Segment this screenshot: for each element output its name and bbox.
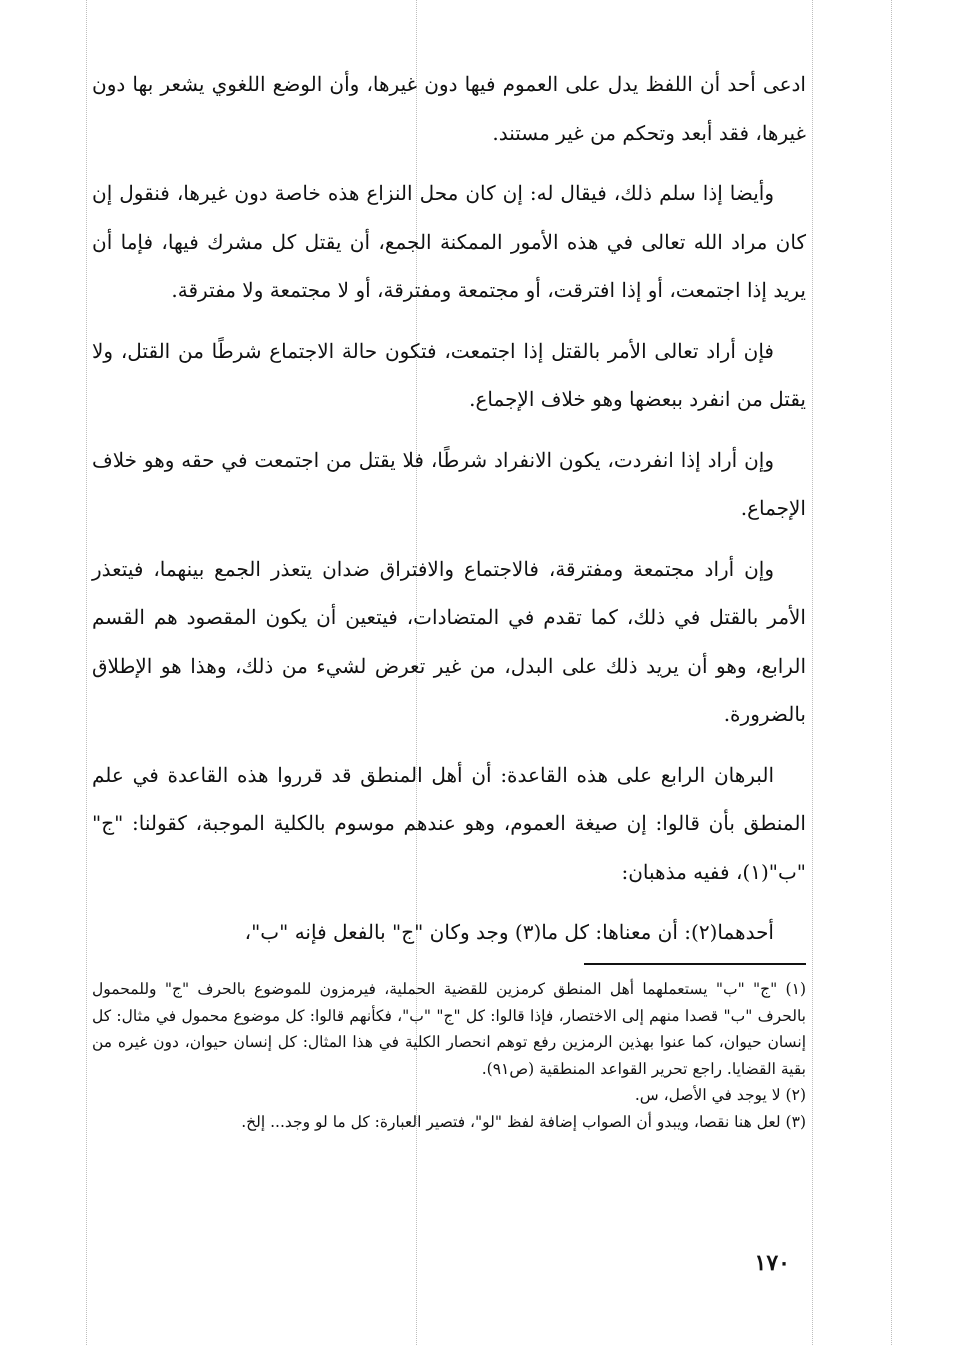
paragraph: وأيضا إذا سلم ذلك، فيقال له: إن كان محل النزاع هذه خاصة دون غيرها، فنقول إن كان مراد الله تعالى في هذه الأمور الممكنة الجمع، أن يقتل كل مشرك فيها، فإما أن يريد إذا اجتمعت، أو إذا افترقت، أو مجتمعة ومفترقة، أو لا مجتمعة ولا مفترقة. [92, 181, 806, 302]
footnotes [92, 976, 806, 1135]
page-number: ١٧٠ [754, 1250, 790, 1276]
footnote: (٣) لعل هنا نقصا، ويبدو أن الصواب إضافة لفظ "لو"، فتصير العبارة: كل ما لو وجد... إلخ. [241, 1112, 806, 1131]
margin-guide-line [86, 0, 87, 1345]
paragraph: وإن أراد مجتمعة ومفترقة، فالاجتماع والافتراق ضدان يتعذر الجمع بينهما، فيتعذر الأمر بالقتل في ذلك، كما تقدم في المتضادات، فيتعين أن يكون المقصود هم القسم الرابع، وهو أن يريد ذلك على البدل، من غير تعرض لشيء من ذلك، وهذا هو الإطلاق بالضرورة. [92, 556, 806, 726]
paragraph: فإن أراد تعالى الأمر بالقتل إذا اجتمعت، فتكون حالة الاجتماع شرطًا من القتل، ولا يقتل من انفرد ببعضها وهو خلاف الإجماع. [92, 338, 806, 411]
margin-guide-line [812, 0, 813, 1345]
paragraph: البرهان الرابع على هذه القاعدة: أن أهل المنطق قد قرروا هذه القاعدة في علم المنطق بأن قالوا: إن صيغة العموم، وهو عندهم موسوم بالكلية الموجبة، كقولنا: "ج" "ب"(١)، ففيه مذهبان: [92, 762, 806, 884]
paragraph: أحدهما(٢): أن معناها: كل ما(٣) وجد وكان "ج" بالفعل فإنه "ب"، [244, 920, 774, 944]
footnote: (٢) لا يوجد في الأصل، س. [634, 1086, 806, 1104]
margin-guide-line [891, 0, 892, 1345]
paragraph: ادعى أحد أن اللفظ يدل على العموم فيها دون غيرها، وأن الوضع اللغوي يشعر بها دون غيرها، فقد أبعد وتحكم من غير مستند. [92, 72, 806, 145]
body-text [92, 60, 806, 969]
footnote-separator [584, 963, 806, 965]
footnote: (١) "ج" "ب" يستعملهما أهل المنطق كرمزين للقضية الحملية، فيرمزون للموضوع بالحرف "ج" وللمحمول بالحرف "ب" قصدا منهم إلى الاختصار، فإذا قالوا: كل "ج" "ب"، فكأنهم قالوا: كل موضوع محمول في مثال: كل إنسان حيوان، كما عنوا بهذين الرمزين رفع توهم انحصار الكلية في هذا المثال: كل إنسان حيوان، دون غيره من بقية القضايا. راجع تحرير القواعد المنطقية (ص٩١). [92, 980, 807, 1078]
paragraph: وإن أراد إذا انفردت، يكون الانفراد شرطًا، فلا يقتل من اجتمعت في حقه وهو خلاف الإجماع. [92, 447, 806, 520]
